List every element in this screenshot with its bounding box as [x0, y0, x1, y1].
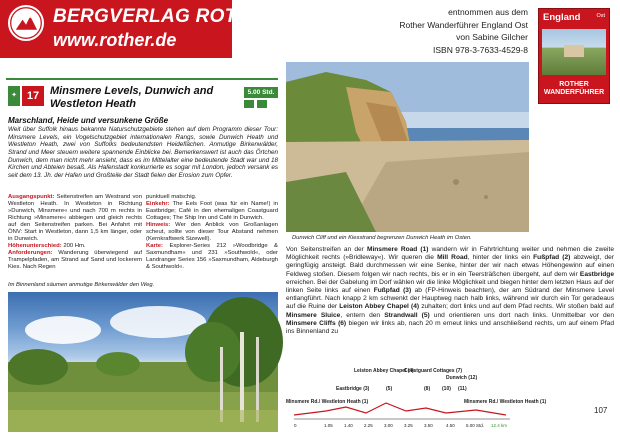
book-brand: ROTHER WANDERFÜHRER — [543, 81, 605, 96]
profile-km: 2.25 — [364, 423, 373, 428]
profile-label: (11) — [458, 386, 467, 392]
route-text: erreichen. Bei der Gabelung im Dorf wählen wir die linke Möglichkeit und biegen hinter dem letzten Haus auf der linken Seite links auf einen — [286, 278, 614, 295]
elevation-profile — [286, 363, 547, 433]
photo-caption-left: Im Binnenland säumen anmutige Birkenwälder den Weg. — [8, 282, 155, 288]
info-key: Hinweis: — [146, 221, 171, 228]
info-key: Einkehr: — [146, 200, 170, 207]
route-text: , hinter der links ein — [467, 254, 534, 262]
waypoint-name: Fußpfad (2) — [533, 254, 571, 262]
waypoint-name: Leiston Abbey Chapel (4) — [339, 303, 420, 311]
source-line: entnommen aus dem — [448, 7, 528, 17]
birch-forest-illustration — [8, 292, 278, 432]
profile-label: Coastguard Cottages (7) — [404, 368, 463, 374]
info-key: Karte: — [146, 242, 164, 249]
info-column-right — [146, 194, 278, 270]
mountain-logo-icon — [9, 6, 43, 40]
profile-km: 4.50 — [446, 423, 455, 428]
info-text: Explorer-Series 212 »Woodbridge & Saxmundham« und 231 »Southwold«, oder Landranger Series 156 »Saxmundham, Aldeburgh & Southwold«. — [146, 242, 278, 270]
section-rule — [6, 78, 278, 80]
route-text: , entern den — [340, 311, 385, 319]
source-note — [399, 6, 528, 56]
elevation-profile-chart — [286, 363, 547, 433]
profile-label: Eastbridge (3) — [336, 386, 370, 392]
profile-km: 0 — [294, 423, 297, 428]
profile-km: 3.00 — [384, 423, 393, 428]
waypoint-name: Minsmere Road (1) — [366, 246, 429, 253]
route-text: Von Seitenstreifen an der — [286, 246, 367, 253]
page-number: 107 — [594, 406, 608, 415]
route-text: ab (FP-Hinweis beachten), der am Südrand der Minsmere Level entlangführt. Nach knapp 2 km schwenkt der Hauptweg nach halb links, während wir durch ein Tor geradeaus auf die Ruine der — [286, 287, 614, 311]
route-text: und orientieren uns dort nach links. Unmittelbar vor den — [429, 311, 615, 319]
bus-icon — [244, 100, 254, 108]
birch-forest-photo — [8, 292, 278, 432]
info-text: The Eels Foot (was für ein Name!) in Eastbridge; Café in den ehemaligen Coastguard Cottages; The Ship Inn und Café in Dunwich. — [146, 200, 278, 221]
cafe-icon — [257, 100, 267, 108]
profile-label: Minsmere Rd./ Westleton Heath (1) — [464, 399, 547, 405]
info-column-left — [8, 194, 142, 270]
duration-badge: 5.00 Std. — [244, 87, 278, 98]
hiker-icon: ✦ — [8, 86, 20, 106]
waypoint-name: Strandwall (5) — [384, 311, 430, 319]
publisher-logo[interactable] — [6, 3, 46, 43]
waypoint-name: Eastbridge — [579, 270, 614, 278]
profile-label: (5) — [386, 386, 393, 392]
source-line: Rother Wanderführer England Ost — [399, 19, 528, 30]
info-text: punktuell matschig. — [146, 194, 197, 200]
info-text: Seitenstreifen am Westrand von Westleton Heath. In Westleton in Richtung »Dunwich, Minsmere« und nach 700 m rechts in Richtung »Minsmere« abbiegen und gleich rechts auf den Seitenstreifen parken. Bei Anfahrt mit ÖNV: Start in Westleton, dann 1,5 km länger, oder in Dunwich. — [8, 194, 142, 242]
info-text: Wer den Anblick von Großanlagen scheut, sollte von dieser Tour Abstand nehmen (Kernkraftwerk Sizewell). — [146, 221, 278, 242]
profile-label: Minsmere Rd./ Westleton Heath (1) — [286, 399, 369, 405]
source-line: von Sabine Gilcher — [456, 32, 528, 42]
profile-distance: 12.4 km — [491, 423, 508, 428]
info-key: Höhenunterschied: — [8, 242, 62, 249]
tour-title: Minsmere Levels, Dunwich and Westleton Heath — [50, 85, 214, 110]
info-text: Wanderung überwiegend auf Trampelpfaden, am Strand auf Sand und lockerem Kies. Nach Regen — [8, 249, 142, 270]
profile-label: (10) — [442, 386, 451, 392]
tour-number: 17 — [22, 86, 44, 106]
waypoint-name: Mill Road — [437, 254, 468, 262]
route-text: zuhalten; dort links und auf dem Pfad rechts. Wir stoßen bald auf — [419, 303, 614, 311]
route-description — [286, 246, 614, 336]
tour-type-icons — [244, 100, 278, 108]
route-text: biegen wir links ab, nach 20 m erneut links und anschließend rechts, um auf einem Pfad ins Binnenland zu — [286, 319, 615, 336]
profile-label: Leiston Abbey Chapel (4) — [354, 368, 414, 374]
book-title: England — [543, 12, 581, 23]
route-text: wandern wir in Fahrtrichtung weiter und nehmen die zweite Möglichkeit rechts (»Bridleway«). Wir queren die — [286, 246, 614, 262]
profile-km: 1.40 — [344, 423, 353, 428]
book-cover[interactable] — [538, 8, 610, 104]
dunwich-cliff-photo — [286, 62, 529, 232]
profile-km: 5.00 Std. — [466, 423, 485, 428]
waypoint-name: Minsmere Cliffs (6) — [286, 319, 347, 327]
book-cover-image — [542, 29, 606, 75]
cliff-beach-illustration — [286, 62, 529, 232]
profile-km: 1.05 — [324, 423, 333, 428]
route-text: abzweigt, der geringfügig ansteigt. Bald durchmessen wir eine Senke, hinter der wir nach etwas Höhengewinn auf einen Feldweg stoßen. Diesem folgen wir nach rechts, bis er in ein Teersträßchen übergeht, auf dem wir — [286, 254, 614, 278]
profile-km: 3.50 — [424, 423, 433, 428]
waypoint-name: Fußpfad (3) — [373, 287, 412, 295]
book-subtitle: Ost — [596, 13, 605, 19]
source-line: ISBN 978-3-7633-4529-8 — [433, 44, 528, 55]
publisher-name: BERGVERLAG ROTHER — [53, 6, 278, 27]
tour-intro: Weit über Suffolk hinaus bekannte Naturschutzgebiete stehen auf dem Programm dieser Tour: Minsmere Levels, ein Vogelschutzgebiet internationalen Rangs, sowie Dunwich Heath und Westleton Heath, zwei von Suffolks bedeutendsten Heideflächen. Anmutige Birkenwälder, Strand und Meer steuern weitere spannende Einblicke bei. Bemerkenswert ist auch das Örtchen Dunwich, dem man nicht mehr ansieht, dass es im Mittelalter eine bedeutende Stadt war und 18 Kirchen und Abteien besaß. Als Hafenstadt konkurrierte es sogar mit London, jedoch versank es seit dem 13. Jh. der Hafen und Großteile der Stadt fielen der Erosion zum Opfer. — [8, 126, 278, 179]
profile-km: 3.25 — [404, 423, 413, 428]
profile-label: (8) — [424, 386, 431, 392]
info-key: Anforderungen: — [8, 249, 53, 256]
waypoint-name: Minsmere Sluice — [286, 311, 341, 319]
publisher-url[interactable]: www.rother.de — [53, 30, 177, 50]
info-key: Ausgangspunkt: — [8, 194, 55, 200]
info-text: 200 Hm. — [61, 242, 86, 249]
photo-caption-right: Dunwich Cliff und ein Kiesstrand begrenzen Dunwich Heath im Osten. — [292, 235, 472, 241]
profile-label: Dunwich (12) — [446, 375, 478, 381]
tour-subtitle: Marschland, Heide und versunkene Größe — [8, 116, 169, 125]
